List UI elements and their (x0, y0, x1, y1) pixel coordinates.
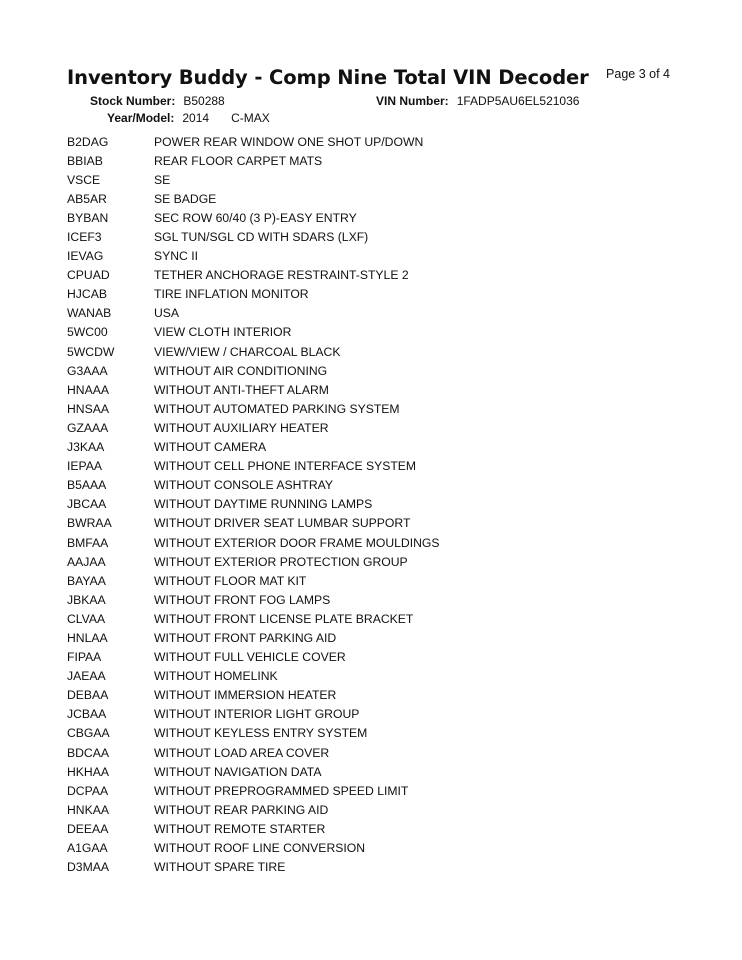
option-code-row (67, 762, 440, 781)
option-code-row (67, 648, 440, 667)
option-code-row (67, 724, 440, 743)
option-description: SE (154, 172, 171, 187)
vin-number-label: VIN Number: (376, 94, 449, 108)
option-description: REAR FLOOR CARPET MATS (154, 153, 323, 168)
option-code-row (67, 533, 440, 552)
option-code-row (67, 628, 440, 647)
option-code: BDCAA (67, 745, 109, 760)
option-description: USA (154, 306, 180, 321)
option-description: SYNC II (154, 249, 199, 264)
option-code-row (67, 514, 440, 533)
option-code-row (67, 151, 440, 170)
vin-number-value: 1FADP5AU6EL521036 (456, 94, 580, 108)
option-code: CLVAA (67, 611, 106, 626)
option-code-row (67, 552, 440, 571)
option-code: BAYAA (67, 573, 106, 588)
option-code-row (67, 418, 440, 437)
option-code-row (67, 609, 440, 628)
option-code-row (67, 132, 440, 151)
option-code: JAEAA (67, 669, 106, 684)
year-model-label: Year/Model: (107, 111, 175, 125)
option-description: POWER REAR WINDOW ONE SHOT UP/DOWN (154, 134, 424, 149)
option-code: B5AAA (67, 478, 107, 493)
option-code: HNAAA (67, 382, 109, 397)
option-description: WITHOUT NAVIGATION DATA (154, 764, 322, 779)
option-description: WITHOUT HOMELINK (154, 669, 278, 684)
option-description: VIEW CLOTH INTERIOR (154, 325, 292, 340)
option-description: WITHOUT FRONT FOG LAMPS (154, 592, 331, 607)
option-code-row (67, 800, 440, 819)
page-number: Page 3 of 4 (606, 67, 670, 81)
option-description: VIEW/VIEW / CHARCOAL BLACK (154, 344, 341, 359)
option-code: 5WCDW (67, 344, 115, 359)
option-description: WITHOUT INTERIOR LIGHT GROUP (154, 707, 360, 722)
option-description: WITHOUT IMMERSION HEATER (154, 688, 337, 703)
option-description: WITHOUT CELL PHONE INTERFACE SYSTEM (154, 459, 417, 474)
option-description: WITHOUT DRIVER SEAT LUMBAR SUPPORT (154, 516, 411, 531)
option-code: HJCAB (67, 287, 107, 302)
page-title: Inventory Buddy - Comp Nine Total VIN Decoder (67, 66, 589, 89)
option-code: BMFAA (67, 535, 109, 550)
option-code-row (67, 438, 440, 457)
option-description: SGL TUN/SGL CD WITH SDARS (LXF) (154, 230, 369, 245)
stock-number-field (90, 94, 225, 108)
option-code: DEEAA (67, 821, 109, 836)
option-code-row (67, 247, 440, 266)
option-code-row (67, 667, 440, 686)
option-code-row (67, 208, 440, 227)
option-code: AAJAA (67, 554, 106, 569)
option-code-row (67, 170, 440, 189)
option-code: IEPAA (67, 459, 102, 474)
option-code-row (67, 476, 440, 495)
option-code: FIPAA (67, 650, 102, 665)
option-description: WITHOUT FRONT PARKING AID (154, 630, 337, 645)
option-code: DEBAA (67, 688, 109, 703)
year-value: 2014 (182, 111, 210, 125)
option-code: B2DAG (67, 134, 109, 149)
option-code-row (67, 781, 440, 800)
option-description: WITHOUT DAYTIME RUNNING LAMPS (154, 497, 373, 512)
option-code: GZAAA (67, 420, 109, 435)
option-description: WITHOUT EXTERIOR PROTECTION GROUP (154, 554, 408, 569)
option-description: WITHOUT REMOTE STARTER (154, 821, 326, 836)
option-description: WITHOUT REAR PARKING AID (154, 802, 329, 817)
option-description: WITHOUT AUTOMATED PARKING SYSTEM (154, 401, 400, 416)
option-code-row (67, 858, 440, 877)
option-code-row (67, 189, 440, 208)
option-code-row (67, 705, 440, 724)
option-code: BBIAB (67, 153, 103, 168)
option-description: WITHOUT PREPROGRAMMED SPEED LIMIT (154, 783, 409, 798)
option-code-row (67, 399, 440, 418)
option-code: CPUAD (67, 268, 110, 283)
option-description: WITHOUT ANTI-THEFT ALARM (154, 382, 329, 397)
option-code: HKHAA (67, 764, 109, 779)
option-code: G3AAA (67, 363, 108, 378)
option-code-row (67, 323, 440, 342)
option-description: SE BADGE (154, 191, 217, 206)
option-description: WITHOUT ROOF LINE CONVERSION (154, 841, 366, 856)
option-code: IEVAG (67, 249, 104, 264)
option-description: WITHOUT FULL VEHICLE COVER (154, 650, 346, 665)
option-code-row (67, 457, 440, 476)
option-description: SEC ROW 60/40 (3 P)-EASY ENTRY (154, 210, 357, 225)
option-description: TETHER ANCHORAGE RESTRAINT-STYLE 2 (154, 268, 409, 283)
option-code-row (67, 304, 440, 323)
option-code-row (67, 571, 440, 590)
option-description: WITHOUT LOAD AREA COVER (154, 745, 330, 760)
option-description: WITHOUT FRONT LICENSE PLATE BRACKET (154, 611, 414, 626)
option-code-row (67, 361, 440, 380)
option-code: 5WC00 (67, 325, 108, 340)
option-code-row (67, 590, 440, 609)
option-code: A1GAA (67, 841, 108, 856)
option-description: WITHOUT AIR CONDITIONING (154, 363, 328, 378)
option-code: AB5AR (67, 191, 107, 206)
option-description: WITHOUT SPARE TIRE (154, 860, 286, 875)
option-code: WANAB (67, 306, 112, 321)
option-code-row (67, 495, 440, 514)
option-description: WITHOUT CONSOLE ASHTRAY (154, 478, 333, 493)
option-code: HNSAA (67, 401, 109, 416)
option-code: BYBAN (67, 210, 109, 225)
option-code: JBKAA (67, 592, 106, 607)
year-model-field (107, 111, 270, 125)
stock-number-value: B50288 (183, 94, 225, 108)
option-code-row (67, 227, 440, 246)
option-code: HNKAA (67, 802, 109, 817)
option-code: JCBAA (67, 707, 107, 722)
option-code: DCPAA (67, 783, 109, 798)
model-value: C-MAX (231, 111, 270, 125)
option-code-row (67, 838, 440, 857)
option-description: TIRE INFLATION MONITOR (154, 287, 309, 302)
option-description: WITHOUT EXTERIOR DOOR FRAME MOULDINGS (154, 535, 440, 550)
option-description: WITHOUT FLOOR MAT KIT (154, 573, 307, 588)
option-code-row (67, 380, 440, 399)
option-code: BWRAA (67, 516, 112, 531)
option-code: VSCE (67, 172, 101, 187)
option-code: HNLAA (67, 630, 108, 645)
option-code-list (67, 132, 440, 877)
option-code-row (67, 686, 440, 705)
option-code-row (67, 342, 440, 361)
option-code: CBGAA (67, 726, 110, 741)
option-code: ICEF3 (67, 230, 102, 245)
option-code: D3MAA (67, 860, 109, 875)
option-code: JBCAA (67, 497, 107, 512)
option-code: J3KAA (67, 440, 105, 455)
option-description: WITHOUT KEYLESS ENTRY SYSTEM (154, 726, 368, 741)
stock-number-label: Stock Number: (90, 94, 176, 108)
option-code-row (67, 743, 440, 762)
option-description: WITHOUT AUXILIARY HEATER (154, 420, 329, 435)
option-code-row (67, 285, 440, 304)
vin-number-field (376, 94, 579, 108)
option-code-row (67, 266, 440, 285)
option-code-row (67, 819, 440, 838)
option-description: WITHOUT CAMERA (154, 440, 267, 455)
